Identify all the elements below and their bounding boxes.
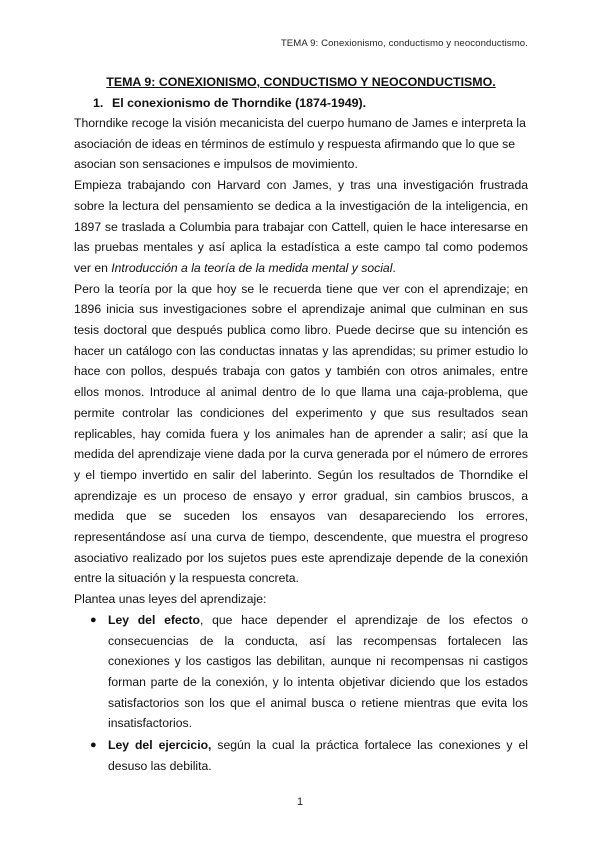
paragraph-learning-theory: Pero la teoría por la que hoy se le recuerda tiene que ver con el aprendizaje; en 1896 inicia sus investigaciones sobre el aprendizaje animal que culminan en sus tesis doctoral que después publica como libro. Puede decirse que su intención es hacer un catálogo con las conductas innatas y las aprendidas; su primer estudio lo hace con pollos, después trabaja con gatos y también con otros animales, entre ellos monos. Introduce al animal dentro de lo que llama una caja-problema, que permite controlar las condiciones del experimento y que sus resultados sean replicables, hay comida fuera y los animales han de aprender a salir; así que la medida del aprendizaje viene dada por la curva generada por el número de errores y el tiempo invertido en salir del laberinto. Según los resultados de Thorndike el aprendizaje es un proceso de ensayo y error gradual, sin cambios bruscos, a medida que se suceden los ensayos van desapareciendo los errores, representándose así una curva de tiempo, descendente, que muestra el progreso asociativo realizado por los sujetos pues este aprendizaje depende de la conexión entre la situación y la respuesta concreta. [74,281,528,586]
bullet-icon: ● [90,739,97,752]
document-title: TEMA 9: CONEXIONISMO, CONDUCTISMO Y NEOCONDUCTISMO. [106,75,496,89]
law-description: , que hace depender el aprendizaje de los efectos o consecuencias de la conducta, así las recompensas fortalecen las conexiones y los castigos las debilitan, aunque ni recompensas ni castigos forman parte de la conexión, y lo intenta objetivar diciendo que los estados satisfactorios son los que el animal busca o retiene mientras que evita los insatisfactorios. [108,612,528,731]
paragraph-career [74,175,528,279]
law-term: Ley del efecto [108,612,200,627]
page-number: 1 [296,796,304,808]
book-title: Introducción a la teoría de la medida mental y social [111,260,393,275]
paragraph-laws-intro: Plantea unas leyes del aprendizaje: [74,592,267,607]
paragraph-career-text: Empieza trabajando con Harvard con James, y tras una investigación frustrada sobre la lectura del pensamiento se dedica a la investigación de la inteligencia, en 1897 se traslada a Columbia para trabajar con Cattell, quien le hace interesarse en las pruebas mentales y así aplica la estadística a este campo tal como podemos ver en [74,178,528,275]
list-item-law-exercise [90,735,528,776]
section-number: 1. [93,96,104,110]
document-body [74,72,528,777]
list-item-law-effect [90,610,528,734]
running-header: TEMA 9: Conexionismo, conductismo y neoconductismo. [280,38,528,49]
law-description: según la cual la práctica fortalece las conexiones y el desuso las debilita. [108,738,528,773]
section-title: El conexionismo de Thorndike (1874-1949). [112,96,367,110]
section-heading [93,93,528,113]
paragraph-intro: Thorndike recoge la visión mecanicista del cuerpo humano de James e interpreta la asociación de ideas en términos de estímulo y respuesta afirmando que lo que se asocian son sensaciones e impulsos de movimiento. [74,116,526,172]
paragraph-career-end: . [392,260,396,275]
law-term: Ley del ejercicio, [108,738,212,753]
bullet-icon: ● [90,613,97,626]
laws-list [74,610,528,777]
